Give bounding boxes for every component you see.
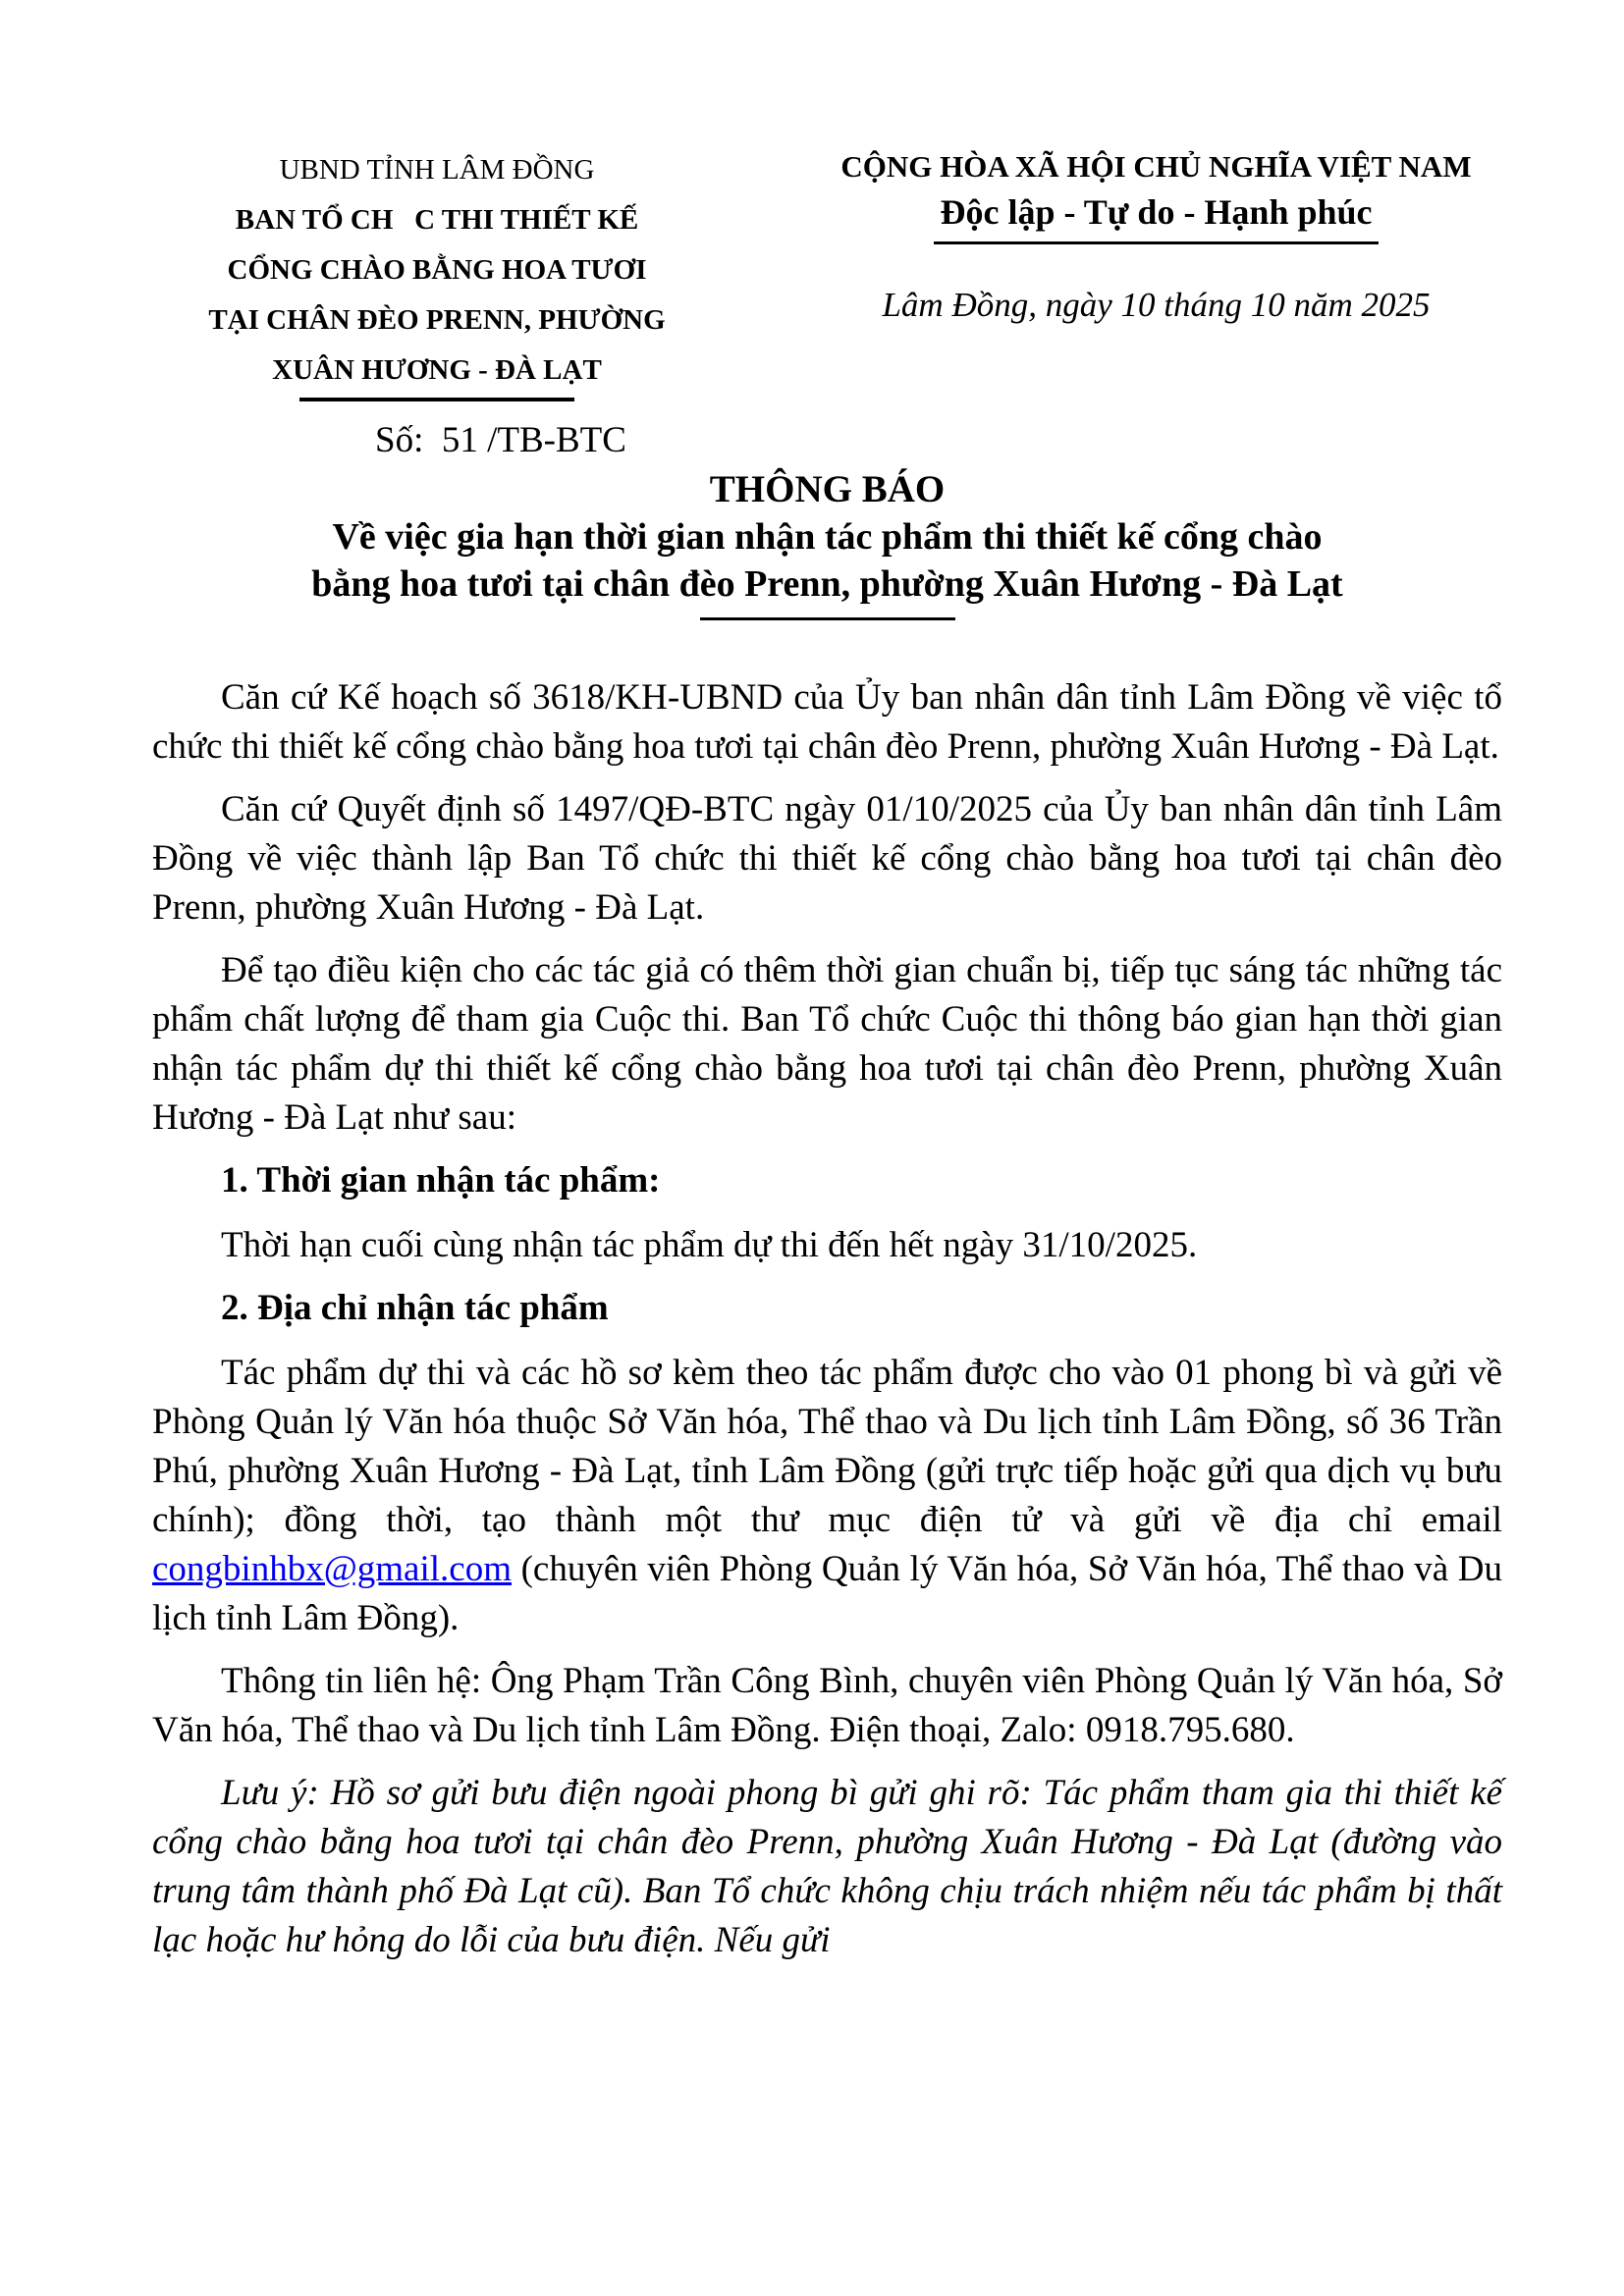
document-type-title: THÔNG BÁO [709,468,946,510]
document-header [152,145,1502,462]
issuing-authority-block [187,145,687,462]
authority-name-line-4: XUÂN HƯƠNG - ĐÀ LẠT [272,354,602,386]
document-body [152,673,1502,1965]
document-subtitle-line-1: Về việc gia hạn thời gian nhận tác phẩm thi thiết kế cổng chào [332,516,1323,558]
paragraph-purpose: Để tạo điều kiện cho các tác giả có thêm thời gian chuẩn bị, tiếp tục sáng tác những tác phẩm chất lượng để tham gia Cuộc thi. Ban Tổ chức Cuộc thi thông báo gian hạn thời gian nhận tác phẩm dự thi thiết kế cổng chào bằng hoa tươi tại chân đèo Prenn, phường Xuân Hương - Đà Lạt như sau: [152,950,1502,1138]
section-heading-1: 1. Thời gian nhận tác phẩm: [221,1160,661,1201]
authority-parent-org: UBND TỈNH LÂM ĐỒNG [279,154,595,186]
section-heading-2: 2. Địa chỉ nhận tác phẩm [221,1288,609,1328]
authority-name-line-1: BAN TỔ CH C THI THIẾT KẾ [235,204,639,236]
document-number: Số: 51 /TB-BTC [375,420,626,460]
authority-name-line-3: TẠI CHÂN ĐÈO PRENN, PHƯỜNG [208,304,666,336]
title-underline-rule [700,617,955,620]
submission-text-after-email: (chuyên viên Phòng Quản lý Văn hóa, Sở Văn hóa, Thể thao và Du lịch tỉnh Lâm Đồng). [152,1549,1502,1638]
authority-name-line-2: CỔNG CHÀO BẰNG HOA TƯƠI [227,254,647,286]
national-name-line: CỘNG HÒA XÃ HỘI CHỦ NGHĨA VIỆT NAM [840,149,1472,184]
national-header-block [810,145,1502,325]
document-subtitle-line-2: bằng hoa tươi tại chân đèo Prenn, phường Xuân Hương - Đà Lạt [311,563,1343,605]
paragraph-note: Lưu ý: Hồ sơ gửi bưu điện ngoài phong bì gửi ghi rõ: Tác phẩm tham gia thi thiết kế cổng chào bằng hoa tươi tại chân đèo Prenn, phường Xuân Hương - Đà Lạt (đường vào trung tâm thành phố Đà Lạt cũ). Ban Tổ chức không chịu trách nhiệm nếu tác phẩm bị thất lạc hoặc hư hỏng do lỗi của bưu điện. Nếu gửi [152,1773,1502,1960]
paragraph-basis-2: Căn cứ Quyết định số 1497/QĐ-BTC ngày 01/10/2025 của Ủy ban nhân dân tỉnh Lâm Đồng về việc thành lập Ban Tổ chức thi thiết kế cổng chào bằng hoa tươi tại chân đèo Prenn, phường Xuân Hương - Đà Lạt. [152,789,1502,928]
submission-text-before-email: Tác phẩm dự thi và các hồ sơ kèm theo tác phẩm được cho vào 01 phong bì và gửi về Phòng Quản lý Văn hóa thuộc Sở Văn hóa, Thể thao và Du lịch tỉnh Lâm Đồng, số 36 Trần Phú, phường Xuân Hương - Đà Lạt, tỉnh Lâm Đồng (gửi trực tiếp hoặc gửi qua dịch vụ bưu chính); đồng thời, tạo thành một thư mục điện tử và gửi về địa chỉ email [152,1353,1502,1540]
paragraph-deadline: Thời hạn cuối cùng nhận tác phẩm dự thi đến hết ngày 31/10/2025. [221,1225,1198,1265]
paragraph-basis-1: Căn cứ Kế hoạch số 3618/KH-UBND của Ủy ban nhân dân tỉnh Lâm Đồng về việc tổ chức thi thiết kế cổng chào bằng hoa tươi tại chân đèo Prenn, phường Xuân Hương - Đà Lạt. [152,677,1502,767]
national-motto: Độc lập - Tự do - Hạnh phúc [934,188,1378,244]
document-title-block [152,466,1502,620]
email-link[interactable]: congbinhbx@gmail.com [152,1549,512,1589]
place-date-line: Lâm Đồng, ngày 10 tháng 10 năm 2025 [882,286,1431,324]
paragraph-contact-info: Thông tin liên hệ: Ông Phạm Trần Công Bình, chuyên viên Phòng Quản lý Văn hóa, Sở Văn hóa, Thể thao và Du lịch tỉnh Lâm Đồng. Điện thoại, Zalo: 0918.795.680. [152,1661,1502,1750]
authority-underline-rule [299,398,574,401]
paragraph-submission-address [152,1349,1502,1643]
